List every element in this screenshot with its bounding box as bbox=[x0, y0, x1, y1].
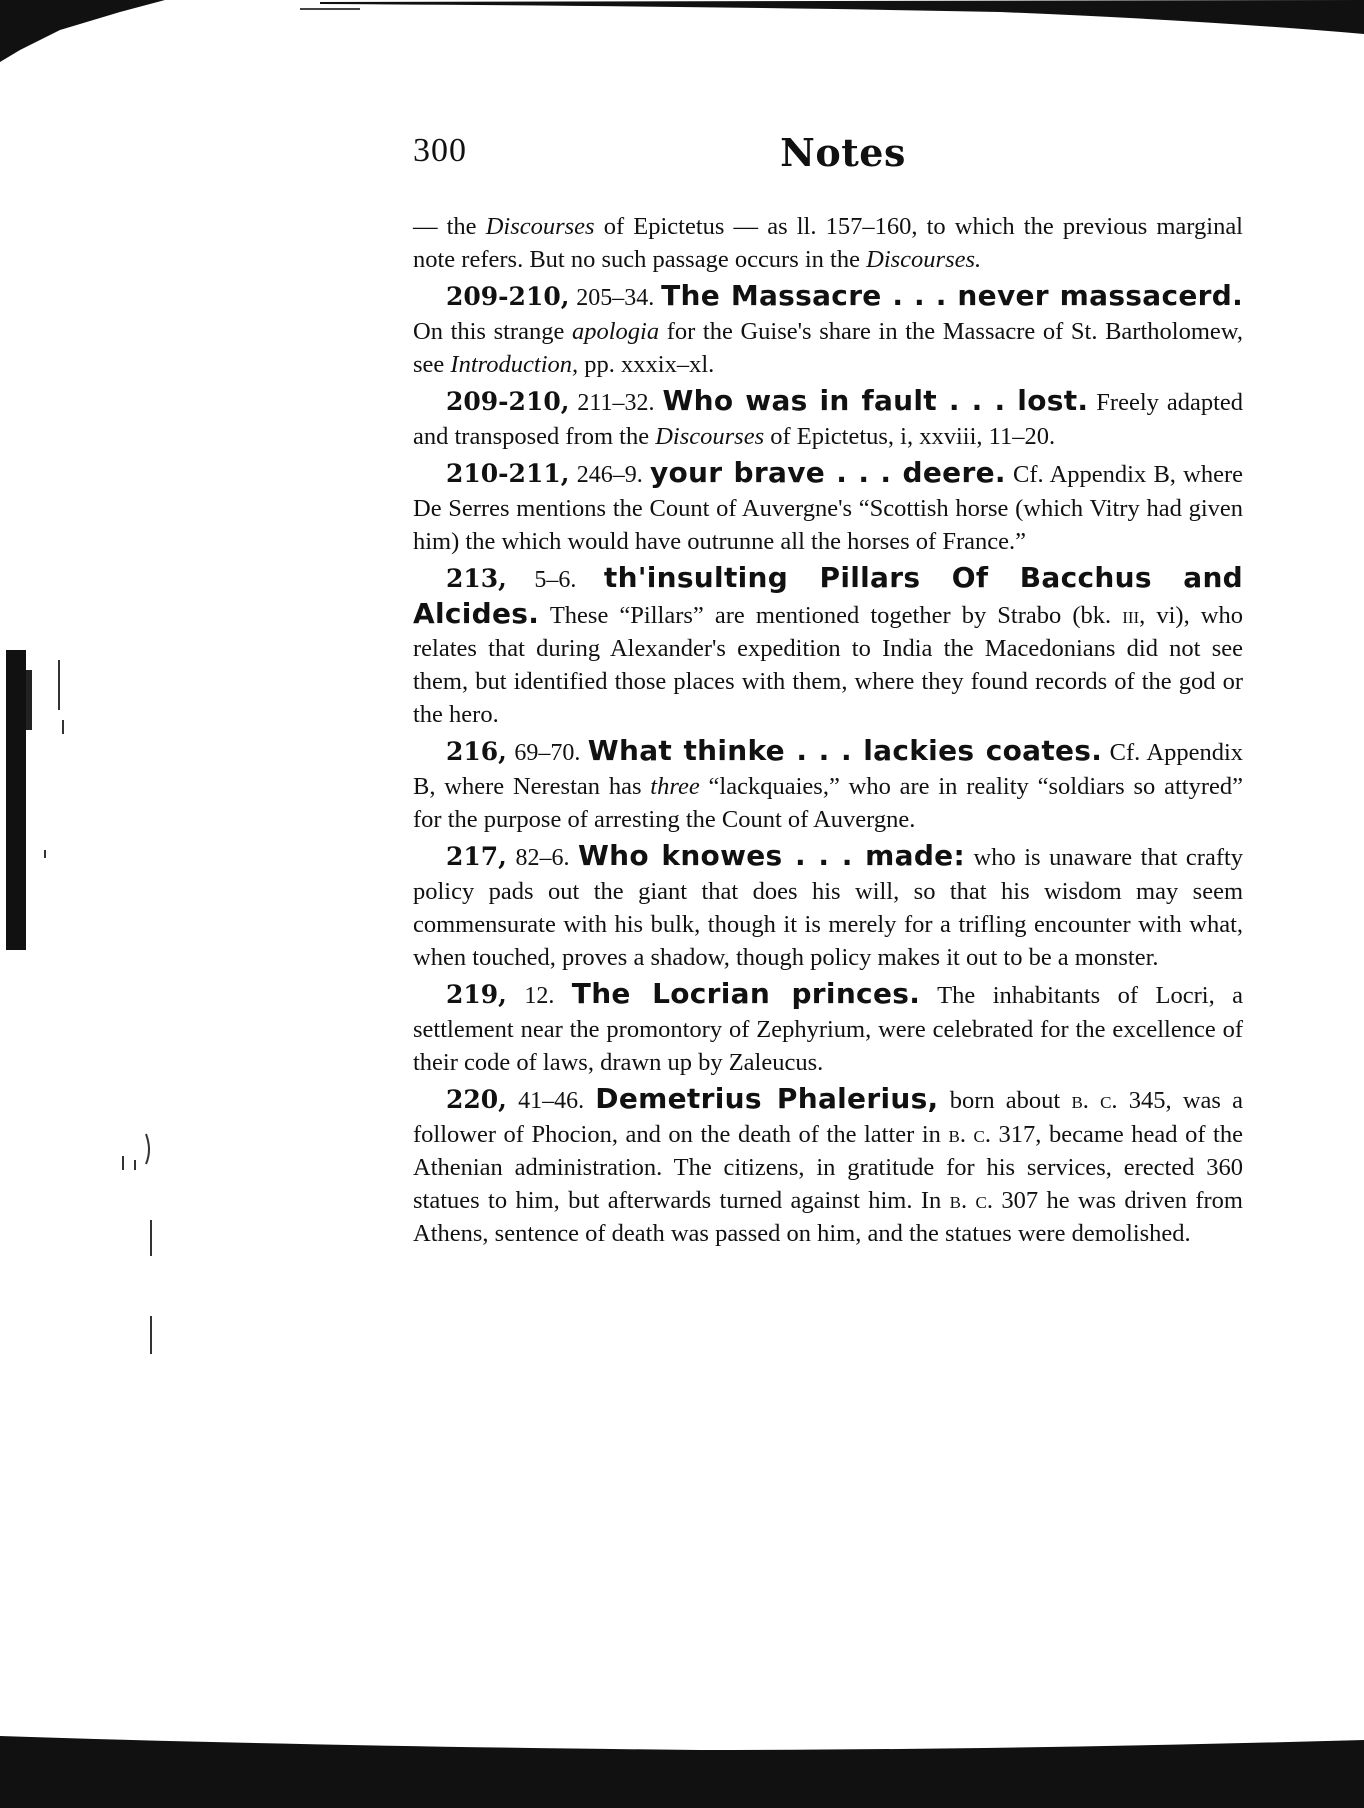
note-text: iii bbox=[1122, 602, 1140, 629]
note-text: for the Guise's share in the Massacre of St. Bartholomew, see bbox=[413, 318, 1243, 378]
scan-shadow-top bbox=[300, 0, 1364, 34]
page-header bbox=[413, 130, 1243, 190]
note-lemma: The Locrian princes. bbox=[571, 977, 921, 1010]
note-text: On this strange bbox=[413, 318, 572, 345]
note-text: Cf. Appendix B, where De Serres mentions the Count of Auvergne's “Scottish horse (which Vitry had given him) the which would have outrunne all the horses of France.” bbox=[413, 461, 1244, 555]
note-page-ref: 209-210, bbox=[446, 387, 570, 416]
note-lemma: Who knowes . . . made: bbox=[577, 839, 965, 872]
scan-binding-edge bbox=[0, 620, 70, 960]
note-page-ref: 219, bbox=[446, 980, 507, 1009]
note-line-ref: 246–9. bbox=[576, 462, 643, 488]
note-text: 307 he was driven from Athens, sentence of death was passed on him, and the statues were demolished. bbox=[413, 1187, 1243, 1247]
note-entry bbox=[413, 384, 1243, 453]
note-page-ref: 210-211, bbox=[446, 459, 570, 488]
note-lemma: The Massacre . . . never massacerd. bbox=[661, 279, 1244, 312]
note-page-ref: 213, bbox=[446, 564, 507, 593]
note-line-ref: 69–70. bbox=[514, 740, 581, 766]
note-line-ref: 12. bbox=[524, 983, 555, 1009]
italic-text: Introduction, bbox=[450, 351, 579, 378]
note-page-ref: 220, bbox=[446, 1085, 507, 1114]
note-line-ref: 41–46. bbox=[518, 1088, 585, 1114]
notes-body bbox=[413, 210, 1243, 1253]
note-lemma: What thinke . . . lackies coates. bbox=[587, 734, 1103, 767]
note-text: 317, became head of the Athenian administration. The citizens, in gratitude for his services, erected 360 statues to him, but afterwards turned against him. In bbox=[413, 1121, 1243, 1214]
note-line-ref: 5–6. bbox=[534, 567, 577, 593]
note-entry bbox=[413, 734, 1243, 836]
note-page-ref: 209-210, bbox=[446, 282, 570, 311]
note-text: who is unaware that crafty policy pads out the giant that does his will, so that his wisdom may seem commensurate with his bulk, though it is merely for a trifling encounter with what, when touched, proves a shadow, though policy makes it out to be a monster. bbox=[413, 844, 1244, 971]
note-continuation bbox=[413, 210, 1243, 276]
note-lemma: your brave . . . deere. bbox=[649, 456, 1006, 489]
note-text: of Epictetus — as ll. 157–160, to which the previous marginal note refers. But no such passage occurs in the bbox=[413, 213, 1243, 273]
note-text: of Epictetus, i, xxviii, 11–20. bbox=[764, 423, 1056, 450]
note-entry bbox=[413, 561, 1243, 731]
note-text: — the bbox=[413, 213, 486, 240]
note-text: pp. xxxix–xl. bbox=[578, 351, 715, 378]
note-entry bbox=[413, 1082, 1243, 1250]
italic-text: Discourses. bbox=[866, 246, 982, 273]
note-line-ref: 211–32. bbox=[577, 390, 655, 416]
note-text: b. c. bbox=[948, 1121, 991, 1148]
note-page-ref: 216, bbox=[446, 737, 507, 766]
note-text: These “Pillars” are mentioned together by Strabo (bk. bbox=[549, 602, 1123, 629]
note-entry bbox=[413, 977, 1243, 1079]
italic-text: Discourses bbox=[485, 213, 595, 240]
note-page-ref: 217, bbox=[446, 842, 507, 871]
note-line-ref: 205–34. bbox=[576, 285, 655, 311]
note-lemma: Demetrius Phalerius, bbox=[595, 1082, 939, 1115]
note-text: b. c. bbox=[949, 1187, 993, 1214]
note-entry bbox=[413, 279, 1243, 381]
note-text: Freely adapted and transposed from the bbox=[413, 389, 1244, 450]
note-text: born about bbox=[949, 1087, 1072, 1114]
running-head: Notes bbox=[780, 130, 906, 175]
italic-text: three bbox=[650, 773, 700, 800]
note-text: The inhabitants of Locri, a settlement near the promontory of Zephyrium, were celebrated for the excellence of their code of laws, drawn up by Zaleucus. bbox=[413, 982, 1244, 1076]
note-entry bbox=[413, 839, 1243, 974]
note-text: Cf. Appendix B, where Nerestan has bbox=[413, 739, 1244, 800]
italic-text: Discourses bbox=[655, 423, 765, 450]
note-line-ref: 82–6. bbox=[515, 845, 570, 871]
note-lemma: Who was in fault . . . lost. bbox=[662, 384, 1089, 417]
note-text: b. c. bbox=[1071, 1087, 1118, 1114]
note-entry bbox=[413, 456, 1243, 558]
scan-shadow-top-left bbox=[0, 0, 180, 80]
note-text: , vi), who relates that during Alexander's expedition to India the Macedonians did not see them, but identified those places with them, where they found records of the god or the hero. bbox=[413, 602, 1243, 728]
scan-specks bbox=[100, 1120, 200, 1360]
page-number: 300 bbox=[413, 132, 467, 169]
note-text: 345, was a follower of Phocion, and on the death of the latter in bbox=[413, 1087, 1244, 1148]
note-lemma: th'insulting Pillars Of Bacchus and Alcides. bbox=[413, 561, 1244, 630]
italic-text: apologia bbox=[571, 318, 660, 345]
note-text: “lackquaies,” who are in reality “soldiars so attyred” for the purpose of arresting the Count of Auvergne. bbox=[413, 773, 1243, 833]
scan-shadow-bottom bbox=[0, 1728, 1364, 1808]
